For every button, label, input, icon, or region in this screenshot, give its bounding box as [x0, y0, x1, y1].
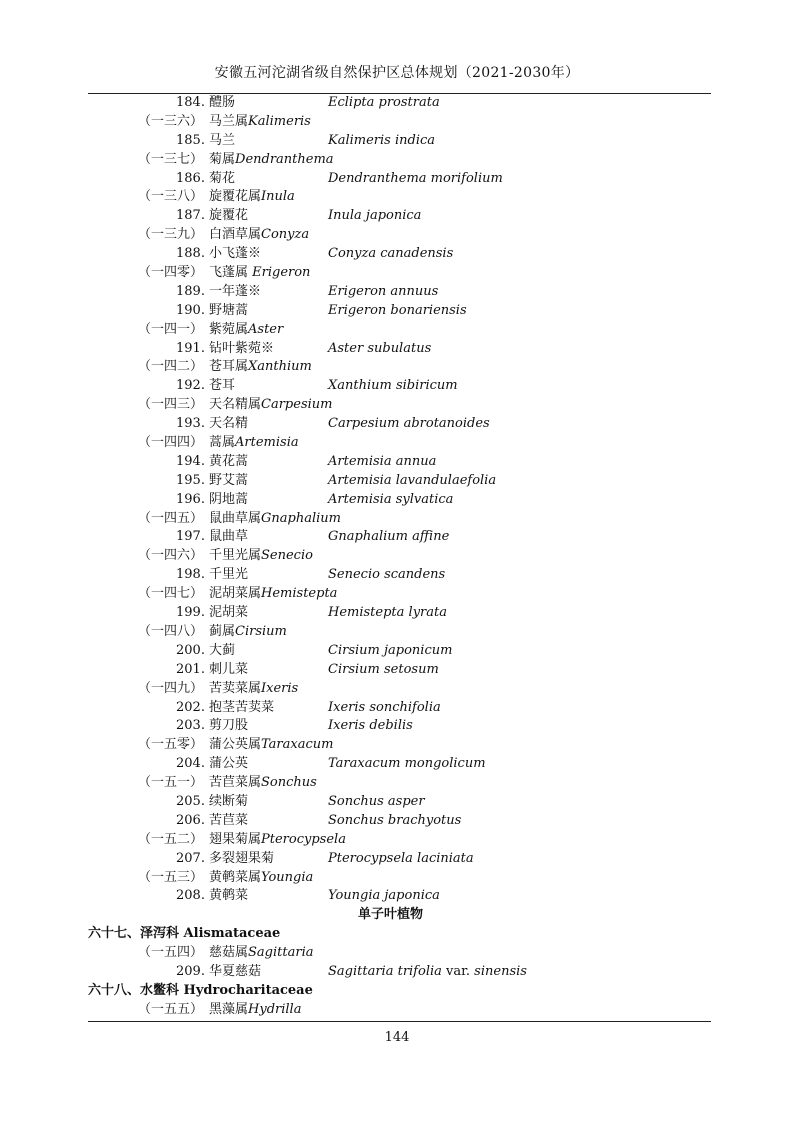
genus-chinese-name: 紫菀属 — [209, 321, 249, 337]
species-latin-name — [328, 642, 452, 661]
genus-name — [209, 188, 295, 207]
latin-binomial: Cirsium japonicum — [328, 642, 453, 658]
species-number: 209. — [176, 963, 205, 979]
section-heading — [88, 906, 711, 925]
species-entry — [88, 491, 711, 510]
genus-latin-name: Conyza — [261, 227, 310, 243]
genus-latin-name: Hemistepta — [261, 586, 338, 602]
genus-chinese-name: 天名精属 — [209, 397, 262, 413]
species-chinese-name: 马兰 — [209, 132, 236, 148]
species-chinese-name: 菊花 — [209, 170, 236, 186]
species-number: 197. — [176, 529, 205, 545]
genus-heading — [88, 358, 711, 377]
genus-heading — [88, 831, 711, 850]
genus-number: （一四一） — [138, 321, 204, 337]
species-number: 202. — [176, 699, 205, 715]
genus-latin-name: Hydrilla — [248, 1001, 302, 1017]
genus-name — [209, 264, 310, 283]
species-chinese-name: 泥胡菜 — [209, 605, 249, 621]
genus-number: （一五三） — [138, 869, 204, 885]
species-number: 205. — [176, 793, 205, 809]
genus-number: （一五四） — [138, 945, 204, 961]
genus-latin-name: Senecio — [261, 548, 313, 564]
genus-chinese-name: 黄鹌菜属 — [209, 869, 262, 885]
species-chinese-name: 野塘蒿 — [209, 302, 249, 318]
genus-name — [209, 358, 312, 377]
footer-rule — [88, 1021, 711, 1022]
species-number: 204. — [176, 756, 205, 772]
species-chinese-name: 大蓟 — [209, 642, 236, 658]
genus-chinese-name: 苦荬菜属 — [209, 680, 262, 696]
species-entry — [88, 94, 711, 113]
genus-name — [209, 1001, 301, 1020]
species-latin-name — [328, 793, 425, 812]
species-chinese-name: 千里光 — [209, 567, 249, 583]
genus-name — [209, 623, 287, 642]
genus-latin-name: Ixeris — [261, 680, 299, 696]
genus-latin-name: Sagittaria — [248, 945, 314, 961]
latin-binomial: Ixeris sonchifolia — [328, 699, 441, 715]
species-number: 207. — [176, 850, 205, 866]
latin-binomial: Aster subulatus — [328, 340, 432, 356]
genus-number: （一四五） — [138, 510, 204, 526]
genus-heading — [88, 321, 711, 340]
genus-number: （一四六） — [138, 548, 204, 564]
species-chinese-name: 钻叶紫菀※ — [209, 340, 275, 356]
genus-number: （一四三） — [138, 397, 204, 413]
species-chinese-name: 天名精 — [209, 416, 249, 432]
species-number: 199. — [176, 605, 205, 621]
genus-heading — [88, 680, 711, 699]
species-number: 203. — [176, 718, 205, 734]
genus-chinese-name: 飞蓬属 — [209, 265, 253, 281]
latin-binomial: Senecio scandens — [328, 567, 446, 583]
genus-heading — [88, 188, 711, 207]
genus-chinese-name: 黑藻属 — [209, 1001, 249, 1017]
genus-number: （一三六） — [138, 113, 204, 129]
species-latin-name — [328, 566, 445, 585]
genus-chinese-name: 泥胡菜属 — [209, 586, 262, 602]
species-entry — [88, 283, 711, 302]
genus-name — [209, 585, 337, 604]
genus-name — [209, 396, 332, 415]
latin-binomial: Eclipta prostrata — [328, 95, 440, 110]
genus-name — [209, 547, 313, 566]
species-chinese-name: 黄花蒿 — [209, 453, 249, 469]
latin-binomial: Sonchus asper — [328, 793, 425, 809]
genus-heading — [88, 396, 711, 415]
species-latin-name — [328, 377, 458, 396]
latin-binomial: Kalimeris indica — [328, 132, 436, 148]
family-latin-name: Alismataceae — [183, 926, 281, 942]
species-latin-name — [328, 755, 486, 774]
species-latin-name — [328, 850, 474, 869]
latin-binomial: Hemistepta lyrata — [328, 605, 447, 621]
latin-binomial: Sonchus brachyotus — [328, 812, 462, 828]
genus-latin-name: Aster — [248, 321, 284, 337]
species-chinese-name: 野艾蒿 — [209, 472, 249, 488]
genus-heading — [88, 264, 711, 283]
species-entry — [88, 755, 711, 774]
latin-binomial: Gnaphalium affine — [328, 529, 450, 545]
genus-number: （一四九） — [138, 680, 204, 696]
genus-number: （一四零） — [138, 265, 204, 281]
species-latin-name — [328, 453, 436, 472]
species-latin-name — [328, 283, 438, 302]
genus-name — [209, 151, 334, 170]
latin-binomial: Pterocypsela laciniata — [328, 850, 474, 866]
genus-chinese-name: 旋覆花属 — [209, 189, 262, 205]
species-number: 195. — [176, 472, 205, 488]
species-latin-name — [328, 207, 421, 226]
genus-number: （一五一） — [138, 775, 204, 791]
genus-number: （一三八） — [138, 189, 204, 205]
species-number: 186. — [176, 170, 205, 186]
genus-chinese-name: 马兰属 — [209, 113, 249, 129]
species-chinese-name: 抱茎苦荬菜 — [209, 699, 275, 715]
genus-heading — [88, 151, 711, 170]
species-latin-name — [328, 699, 441, 718]
species-number: 185. — [176, 132, 205, 148]
genus-latin-name: Cirsium — [235, 623, 287, 639]
genus-number: （一四八） — [138, 623, 204, 639]
species-latin-name — [328, 302, 467, 321]
latin-binomial: Artemisia lavandulaefolia — [328, 472, 497, 488]
genus-heading — [88, 774, 711, 793]
latin-binomial: Carpesium abrotanoides — [328, 416, 490, 432]
latin-binomial: Taraxacum mongolicum — [328, 756, 486, 772]
genus-chinese-name: 苦苣菜属 — [209, 775, 262, 791]
latin-binomial: Xanthium sibiricum — [328, 378, 458, 394]
latin-binomial: Cirsium setosum — [328, 661, 439, 677]
species-entry — [88, 207, 711, 226]
latin-infraspecific: sinensis — [474, 963, 527, 979]
genus-chinese-name: 蒲公英属 — [209, 737, 262, 753]
species-entry — [88, 528, 711, 547]
genus-heading — [88, 434, 711, 453]
genus-number: （一四七） — [138, 586, 204, 602]
family-latin-name: Hydrocharitaceae — [183, 982, 313, 998]
genus-chinese-name: 蓟属 — [209, 623, 236, 639]
genus-name — [209, 736, 333, 755]
genus-latin-name: Erigeron — [252, 265, 311, 281]
running-header: 安徽五河沱湖省级自然保护区总体规划（2021-2030年） — [214, 65, 580, 81]
genus-latin-name: Xanthium — [248, 359, 312, 375]
genus-chinese-name: 菊属 — [209, 151, 236, 167]
species-latin-name — [328, 132, 435, 151]
family-heading — [88, 982, 711, 1001]
species-chinese-name: 续断菊 — [209, 793, 249, 809]
genus-name — [209, 226, 309, 245]
latin-binomial: Inula japonica — [328, 208, 422, 224]
species-entry — [88, 453, 711, 472]
genus-chinese-name: 白酒草属 — [209, 227, 262, 243]
species-chinese-name: 蒲公英 — [209, 756, 249, 772]
species-chinese-name: 小飞蓬※ — [209, 246, 262, 262]
latin-binomial: Artemisia sylvatica — [328, 491, 454, 507]
species-latin-name — [328, 170, 503, 189]
genus-latin-name: Gnaphalium — [261, 510, 341, 526]
species-entry — [88, 415, 711, 434]
genus-latin-name: Sonchus — [261, 775, 317, 791]
species-latin-name — [328, 415, 490, 434]
family-chinese-name: 六十八、水鳖科 — [88, 982, 180, 998]
species-number: 206. — [176, 812, 205, 828]
genus-number: （一五二） — [138, 831, 204, 847]
species-entry — [88, 887, 711, 906]
genus-number: （一四二） — [138, 359, 204, 375]
species-entry — [88, 377, 711, 396]
species-number: 193. — [176, 416, 205, 432]
species-entry — [88, 642, 711, 661]
latin-binomial: Conyza canadensis — [328, 246, 454, 262]
genus-number: （一五五） — [138, 1001, 204, 1017]
species-latin-name — [328, 717, 413, 736]
species-entry — [88, 340, 711, 359]
genus-heading — [88, 113, 711, 132]
latin-binomial: Youngia japonica — [328, 888, 440, 904]
genus-heading — [88, 736, 711, 755]
species-entry — [88, 661, 711, 680]
genus-heading — [88, 585, 711, 604]
species-number: 188. — [176, 246, 205, 262]
species-number: 184. — [176, 95, 205, 110]
species-latin-name — [328, 472, 496, 491]
species-chinese-name: 阴地蒿 — [209, 491, 249, 507]
genus-number: （一三七） — [138, 151, 204, 167]
latin-rank: var. — [441, 963, 475, 979]
genus-heading — [88, 944, 711, 963]
genus-latin-name: Artemisia — [235, 435, 299, 451]
genus-latin-name: Taraxacum — [261, 737, 334, 753]
genus-name — [209, 831, 346, 850]
species-list — [88, 94, 711, 1020]
genus-chinese-name: 翅果菊属 — [209, 831, 262, 847]
species-latin-name — [328, 887, 440, 906]
species-chinese-name: 剪刀股 — [209, 718, 249, 734]
species-entry — [88, 132, 711, 151]
species-entry — [88, 850, 711, 869]
latin-binomial: Artemisia annua — [328, 453, 437, 469]
species-number: 192. — [176, 378, 205, 394]
species-number: 196. — [176, 491, 205, 507]
genus-number: （一五零） — [138, 737, 204, 753]
species-latin-name — [328, 963, 527, 982]
genus-heading — [88, 623, 711, 642]
genus-heading — [88, 547, 711, 566]
species-entry — [88, 812, 711, 831]
genus-latin-name: Dendranthema — [235, 151, 334, 167]
species-entry — [88, 170, 711, 189]
species-chinese-name: 旋覆花 — [209, 208, 249, 224]
species-latin-name — [328, 812, 461, 831]
latin-binomial: Sagittaria trifolia — [328, 963, 442, 979]
species-number: 187. — [176, 208, 205, 224]
species-entry — [88, 302, 711, 321]
species-entry — [88, 245, 711, 264]
species-latin-name — [328, 491, 453, 510]
genus-chinese-name: 千里光属 — [209, 548, 262, 564]
genus-latin-name: Pterocypsela — [261, 831, 346, 847]
species-entry — [88, 604, 711, 623]
genus-heading — [88, 226, 711, 245]
species-latin-name — [328, 604, 447, 623]
genus-name — [209, 321, 283, 340]
species-entry — [88, 566, 711, 585]
species-number: 189. — [176, 283, 205, 299]
species-chinese-name: 华夏慈菇 — [209, 963, 262, 979]
family-name — [88, 982, 313, 1001]
species-chinese-name: 多裂翅果菊 — [209, 850, 275, 866]
species-entry — [88, 699, 711, 718]
species-latin-name — [328, 340, 431, 359]
species-chinese-name: 苍耳 — [209, 378, 236, 394]
genus-heading — [88, 510, 711, 529]
genus-chinese-name: 蒿属 — [209, 435, 236, 451]
genus-name — [209, 869, 313, 888]
genus-latin-name: Inula — [261, 189, 295, 205]
species-latin-name — [328, 528, 449, 547]
family-name — [88, 925, 280, 944]
species-entry — [88, 717, 711, 736]
genus-heading — [88, 869, 711, 888]
genus-number: （一三九） — [138, 227, 204, 243]
latin-binomial: Dendranthema morifolium — [328, 170, 503, 186]
genus-chinese-name: 苍耳属 — [209, 359, 249, 375]
species-number: 198. — [176, 567, 205, 583]
species-chinese-name: 一年蓬※ — [209, 283, 262, 299]
latin-binomial: Ixeris debilis — [328, 718, 413, 734]
species-chinese-name: 鼠曲草 — [209, 529, 249, 545]
species-entry — [88, 472, 711, 491]
genus-chinese-name: 鼠曲草属 — [209, 510, 262, 526]
species-latin-name — [328, 661, 439, 680]
species-latin-name — [328, 245, 453, 264]
species-number: 194. — [176, 453, 205, 469]
family-heading — [88, 925, 711, 944]
family-chinese-name: 六十七、泽泻科 — [88, 926, 180, 942]
latin-binomial: Erigeron bonariensis — [328, 302, 467, 318]
species-chinese-name: 苦苣菜 — [209, 812, 249, 828]
genus-name — [209, 510, 341, 529]
genus-latin-name: Youngia — [261, 869, 314, 885]
species-number: 201. — [176, 661, 205, 677]
species-chinese-name: 黄鹌菜 — [209, 888, 249, 904]
genus-name — [209, 680, 298, 699]
genus-name — [209, 113, 311, 132]
genus-heading — [88, 1001, 711, 1020]
species-number: 208. — [176, 888, 205, 904]
latin-binomial: Erigeron annuus — [328, 283, 439, 299]
species-chinese-name: 刺儿菜 — [209, 661, 249, 677]
genus-number: （一四四） — [138, 435, 204, 451]
page-number: 144 — [384, 1030, 410, 1045]
species-number: 191. — [176, 340, 205, 356]
species-number: 200. — [176, 642, 205, 658]
species-number: 190. — [176, 302, 205, 318]
species-entry — [88, 963, 711, 982]
genus-name — [209, 434, 299, 453]
species-entry — [88, 793, 711, 812]
genus-name — [209, 774, 317, 793]
genus-chinese-name: 慈菇属 — [209, 945, 249, 961]
section-title: 单子叶植物 — [358, 907, 424, 923]
genus-name — [209, 944, 313, 963]
species-latin-name — [328, 94, 440, 113]
genus-latin-name: Carpesium — [261, 397, 333, 413]
species-chinese-name: 醴肠 — [209, 95, 236, 110]
genus-latin-name: Kalimeris — [248, 113, 311, 129]
